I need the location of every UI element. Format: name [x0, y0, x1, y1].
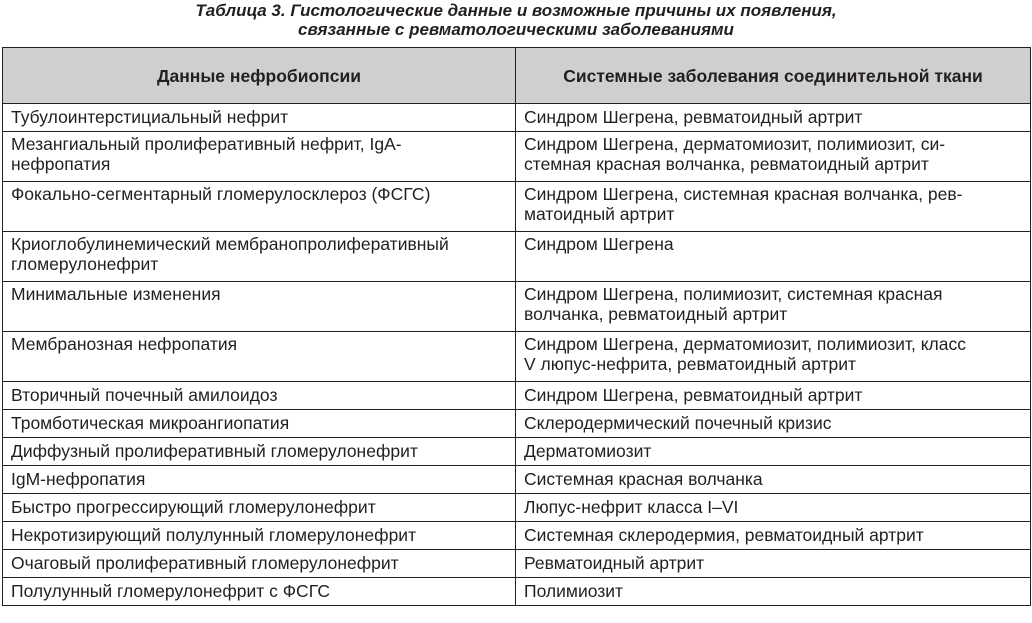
biopsy-cell-line: Некротизирующий полулунный гломерулонефрит — [11, 525, 417, 545]
table-row — [3, 104, 1031, 132]
disease-cell — [516, 182, 1031, 232]
header-systemic-diseases: Системные заболевания соединительной ткани — [516, 48, 1031, 104]
biopsy-cell — [3, 550, 516, 578]
biopsy-cell — [3, 282, 516, 332]
biopsy-cell — [3, 104, 516, 132]
disease-cell — [516, 550, 1031, 578]
disease-cell-line: Синдром Шегрена, полимиозит, системная красная — [524, 284, 943, 304]
table-row — [3, 282, 1031, 332]
disease-cell — [516, 332, 1031, 382]
disease-cell — [516, 282, 1031, 332]
disease-cell-line: Синдром Шегрена, системная красная волчанка, рев- — [524, 184, 963, 204]
biopsy-cell-line: Вторичный почечный амилоидоз — [11, 385, 278, 405]
disease-cell-line: Синдром Шегрена, ревматоидный артрит — [524, 385, 863, 405]
biopsy-cell — [3, 494, 516, 522]
table-caption — [0, 1, 1032, 39]
table-row — [3, 578, 1031, 606]
disease-cell-line: стемная красная волчанка, ревматоидный артрит — [524, 154, 929, 174]
biopsy-cell-line: IgM-нефропатия — [11, 469, 146, 489]
disease-cell-line: Синдром Шегрена, ревматоидный артрит — [524, 107, 863, 127]
biopsy-cell — [3, 466, 516, 494]
table-row — [3, 182, 1031, 232]
biopsy-cell — [3, 410, 516, 438]
caption-line-2: связанные с ревматологическими заболеваниями — [298, 20, 734, 39]
disease-cell — [516, 438, 1031, 466]
biopsy-cell — [3, 332, 516, 382]
disease-cell-line: Полимиозит — [524, 581, 624, 601]
table-row — [3, 550, 1031, 578]
table-row — [3, 232, 1031, 282]
table-row — [3, 522, 1031, 550]
disease-cell-line: Системная склеродермия, ревматоидный артрит — [524, 525, 924, 545]
disease-cell-line: Синдром Шегрена, дерматомиозит, полимиозит, класс — [524, 334, 966, 354]
biopsy-cell — [3, 438, 516, 466]
table-header-row — [3, 48, 1031, 104]
table-row — [3, 494, 1031, 522]
biopsy-cell-line: гломерулонефрит — [11, 254, 159, 274]
table-row — [3, 132, 1031, 182]
disease-cell-line: Ревматоидный артрит — [524, 553, 705, 573]
biopsy-cell — [3, 522, 516, 550]
biopsy-cell-line: Быстро прогрессирующий гломерулонефрит — [11, 497, 376, 517]
header-biopsy-data: Данные нефробиопсии — [3, 48, 516, 104]
disease-cell — [516, 232, 1031, 282]
biopsy-cell-line: Мезангиальный пролиферативный нефрит, IgA- — [11, 134, 402, 154]
disease-cell-line: Синдром Шегрена — [524, 234, 674, 254]
biopsy-cell-line: Очаговый пролиферативный гломерулонефрит — [11, 553, 399, 573]
disease-cell — [516, 522, 1031, 550]
biopsy-cell-line: Тромботическая микроангиопатия — [11, 413, 290, 433]
disease-cell — [516, 410, 1031, 438]
biopsy-cell-line: Фокально-сегментарный гломерулосклероз (ФСГС) — [11, 184, 431, 204]
disease-cell — [516, 578, 1031, 606]
biopsy-cell-line: Мембранозная нефропатия — [11, 334, 238, 354]
table-row — [3, 410, 1031, 438]
biopsy-cell — [3, 232, 516, 282]
caption-line-1: Таблица 3. Гистологические данные и возможные причины их появления, — [195, 1, 837, 20]
biopsy-cell-line: Минимальные изменения — [11, 284, 221, 304]
disease-cell-line: Дерматомиозит — [524, 441, 652, 461]
biopsy-cell-line: нефропатия — [11, 154, 111, 174]
biopsy-cell — [3, 182, 516, 232]
biopsy-cell-line: Тубулоинтерстициальный нефрит — [11, 107, 289, 127]
disease-cell-line: волчанка, ревматоидный артрит — [524, 304, 788, 324]
table-row — [3, 382, 1031, 410]
table-row — [3, 466, 1031, 494]
disease-cell — [516, 132, 1031, 182]
table-row — [3, 438, 1031, 466]
histology-table — [2, 47, 1031, 606]
disease-cell-line: Синдром Шегрена, дерматомиозит, полимиозит, си- — [524, 134, 946, 154]
disease-cell-line: V люпус-нефрита, ревматоидный артрит — [524, 354, 857, 374]
table-body — [3, 104, 1031, 606]
disease-cell-line: матоидный артрит — [524, 204, 675, 224]
disease-cell-line: Системная красная волчанка — [524, 469, 763, 489]
table-row — [3, 332, 1031, 382]
biopsy-cell-line: Криоглобулинемический мембранопролиферативный — [11, 234, 449, 254]
biopsy-cell-line: Диффузный пролиферативный гломерулонефрит — [11, 441, 418, 461]
biopsy-cell — [3, 132, 516, 182]
disease-cell-line: Люпус-нефрит класса I–VI — [524, 497, 739, 517]
biopsy-cell — [3, 382, 516, 410]
disease-cell-line: Склеродермический почечный кризис — [524, 413, 832, 433]
biopsy-cell-line: Полулунный гломерулонефрит с ФСГС — [11, 581, 331, 601]
disease-cell — [516, 382, 1031, 410]
disease-cell — [516, 494, 1031, 522]
biopsy-cell — [3, 578, 516, 606]
disease-cell — [516, 466, 1031, 494]
disease-cell — [516, 104, 1031, 132]
